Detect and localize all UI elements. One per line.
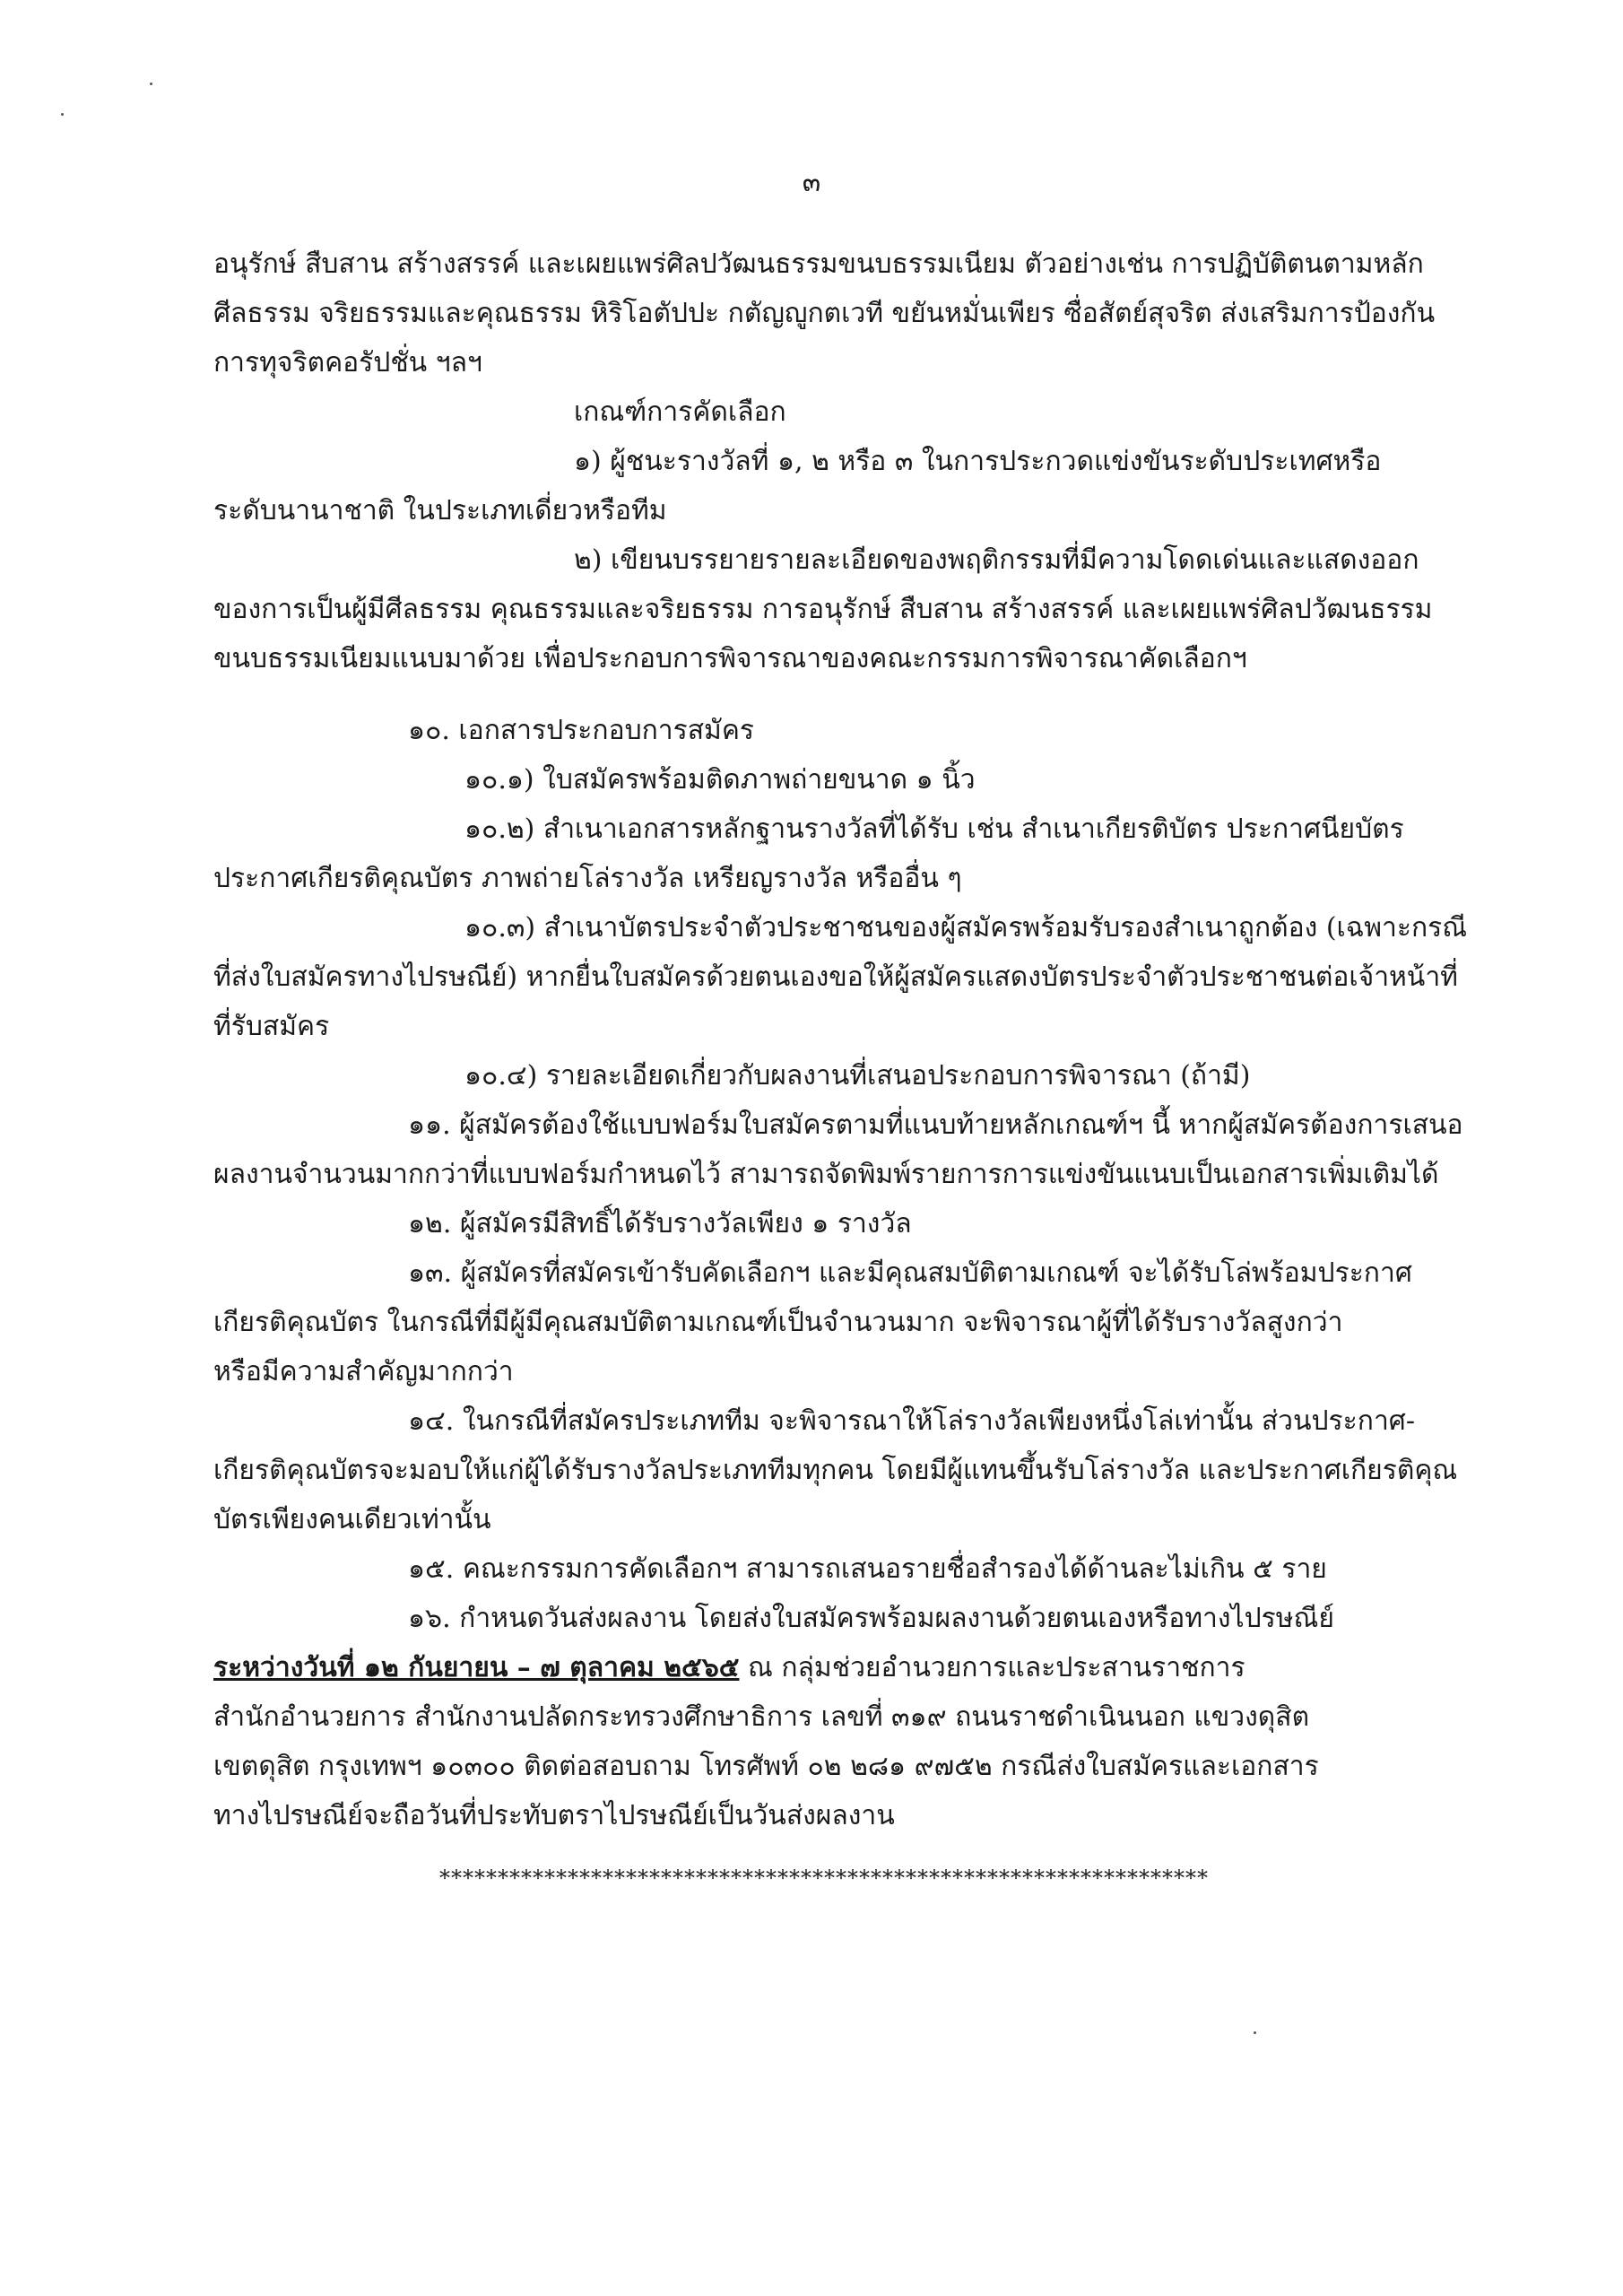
section-heading: เกณฑ์การคัดเลือก	[574, 396, 786, 428]
paragraph-line: ระดับนานาชาติ ในประเภทเดี่ยวหรือทีม	[213, 495, 667, 526]
paragraph-line: การทุจริตคอรัปชั่น ฯลฯ	[213, 347, 482, 378]
paragraph-line: บัตรเพียงคนเดียวเท่านั้น	[213, 1504, 491, 1535]
paragraph-line: ๑๐.๔) รายละเอียดเกี่ยวกับผลงานที่เสนอประกอบการพิจารณา (ถ้ามี)	[464, 1060, 1251, 1091]
section-heading: ๑๐. เอกสารประกอบการสมัคร	[408, 715, 755, 746]
paragraph-line: ประกาศเกียรติคุณบัตร ภาพถ่ายโล่รางวัล เหรียญรางวัล หรืออื่น ๆ	[213, 863, 962, 894]
paragraph-line: เกียรติคุณบัตรจะมอบให้แก่ผู้ได้รับรางวัลประเภททีมทุกคน โดยมีผู้แทนขึ้นรับโล่รางวัล และประกาศเกียรติคุณ	[213, 1455, 1458, 1486]
scan-speck	[1254, 2031, 1256, 2034]
paragraph-line: ที่ส่งใบสมัครทางไปรษณีย์) หากยื่นใบสมัครด้วยตนเองขอให้ผู้สมัครแสดงบัตรประจำตัวประชาชนต่อเจ้าหน้าที่	[213, 961, 1458, 993]
scan-speck	[150, 83, 152, 85]
paragraph-line: ๑๐.๒) สำเนาเอกสารหลักฐานรางวัลที่ได้รับ เช่น สำเนาเกียรติบัตร ประกาศนียบัตร	[464, 813, 1404, 845]
scan-speck	[61, 113, 64, 116]
paragraph-line: ทางไปรษณีย์จะถือวันที่ประทับตราไปรษณีย์เป็นวันส่งผลงาน	[213, 1800, 895, 1831]
paragraph-line: หรือมีความสำคัญมากกว่า	[213, 1356, 514, 1387]
paragraph-line: ๑๖. กำหนดวันส่งผลงาน โดยส่งใบสมัครพร้อมผลงานด้วยตนเองหรือทางไปรษณีย์	[408, 1603, 1334, 1634]
paragraph-line: ๑๒. ผู้สมัครมีสิทธิ์ได้รับรางวัลเพียง ๑ รางวัล	[408, 1208, 912, 1239]
paragraph-line: ศีลธรรม จริยธรรมและคุณธรรม หิริโอตัปปะ กตัญญูกตเวที ขยันหมั่นเพียร ซื่อสัตย์สุจริต ส่งเสริมการป้องกัน	[213, 298, 1436, 329]
end-separator: ******************************************************************	[439, 1866, 1209, 1891]
paragraph-line: ๑๔. ในกรณีที่สมัครประเภททีม จะพิจารณาให้โล่รางวัลเพียงหนึ่งโล่เท่านั้น ส่วนประกาศ-	[408, 1405, 1415, 1437]
paragraph-line: ๒) เขียนบรรยายรายละเอียดของพฤติกรรมที่มีความโดดเด่นและแสดงออก	[574, 544, 1419, 576]
page-number: ๓	[802, 167, 821, 198]
paragraph-line: เขตดุสิต กรุงเทพฯ ๑๐๓๐๐ ติดต่อสอบถาม โทรศัพท์ ๐๒ ๒๘๑ ๙๗๕๒ กรณีส่งใบสมัครและเอกสาร	[213, 1751, 1319, 1782]
deadline-dates: ระหว่างวันที่ ๑๒ กันยายน – ๗ ตุลาคม ๒๕๖๕	[213, 1652, 740, 1683]
paragraph-line: ที่รับสมัคร	[213, 1011, 330, 1042]
paragraph-line: ขนบธรรมเนียมแนบมาด้วย เพื่อประกอบการพิจารณาของคณะกรรมการพิจารณาคัดเลือกฯ	[213, 643, 1247, 674]
paragraph-line: ๑๓. ผู้สมัครที่สมัครเข้ารับคัดเลือกฯ และมีคุณสมบัติตามเกณฑ์ จะได้รับโล่พร้อมประกาศ	[408, 1257, 1412, 1289]
paragraph-line: ๑) ผู้ชนะรางวัลที่ ๑, ๒ หรือ ๓ ในการประกวดแข่งขันระดับประเทศหรือ	[574, 446, 1382, 477]
paragraph-line: ๑๑. ผู้สมัครต้องใช้แบบฟอร์มใบสมัครตามที่แนบท้ายหลักเกณฑ์ฯ นี้ หากผู้สมัครต้องการเสนอ	[408, 1109, 1463, 1141]
paragraph-line: ๑๐.๑) ใบสมัครพร้อมติดภาพถ่ายขนาด ๑ นิ้ว	[464, 764, 976, 796]
deadline-line	[213, 1650, 1245, 1686]
paragraph-line: ๑๐.๓) สำเนาบัตรประจำตัวประชาชนของผู้สมัครพร้อมรับรองสำเนาถูกต้อง (เฉพาะกรณี	[464, 912, 1468, 944]
paragraph-line: สำนักอำนวยการ สำนักงานปลัดกระทรวงศึกษาธิการ เลขที่ ๓๑๙ ถนนราชดำเนินนอก แขวงดุสิต	[213, 1701, 1310, 1733]
paragraph-line: ๑๕. คณะกรรมการคัดเลือกฯ สามารถเสนอรายชื่อสำรองได้ด้านละไม่เกิน ๕ ราย	[408, 1553, 1327, 1585]
deadline-location: ณ กลุ่มช่วยอำนวยการและประสานราชการ	[739, 1652, 1245, 1683]
paragraph-line: อนุรักษ์ สืบสาน สร้างสรรค์ และเผยแพร่ศิลปวัฒนธรรมขนบธรรมเนียม ตัวอย่างเช่น การปฏิบัติตนตามหลัก	[213, 248, 1424, 280]
paragraph-line: ผลงานจำนวนมากกว่าที่แบบฟอร์มกำหนดไว้ สามารถจัดพิมพ์รายการการแข่งขันแนบเป็นเอกสารเพิ่มเติมได้	[213, 1159, 1439, 1190]
paragraph-line: ของการเป็นผู้มีศีลธรรม คุณธรรมและจริยธรรม การอนุรักษ์ สืบสาน สร้างสรรค์ และเผยแพร่ศิลปวัฒนธรรม	[213, 594, 1433, 625]
paragraph-line: เกียรติคุณบัตร ในกรณีที่มีผู้มีคุณสมบัติตามเกณฑ์เป็นจำนวนมาก จะพิจารณาผู้ที่ได้รับรางวัลสูงกว่า	[213, 1307, 1343, 1338]
